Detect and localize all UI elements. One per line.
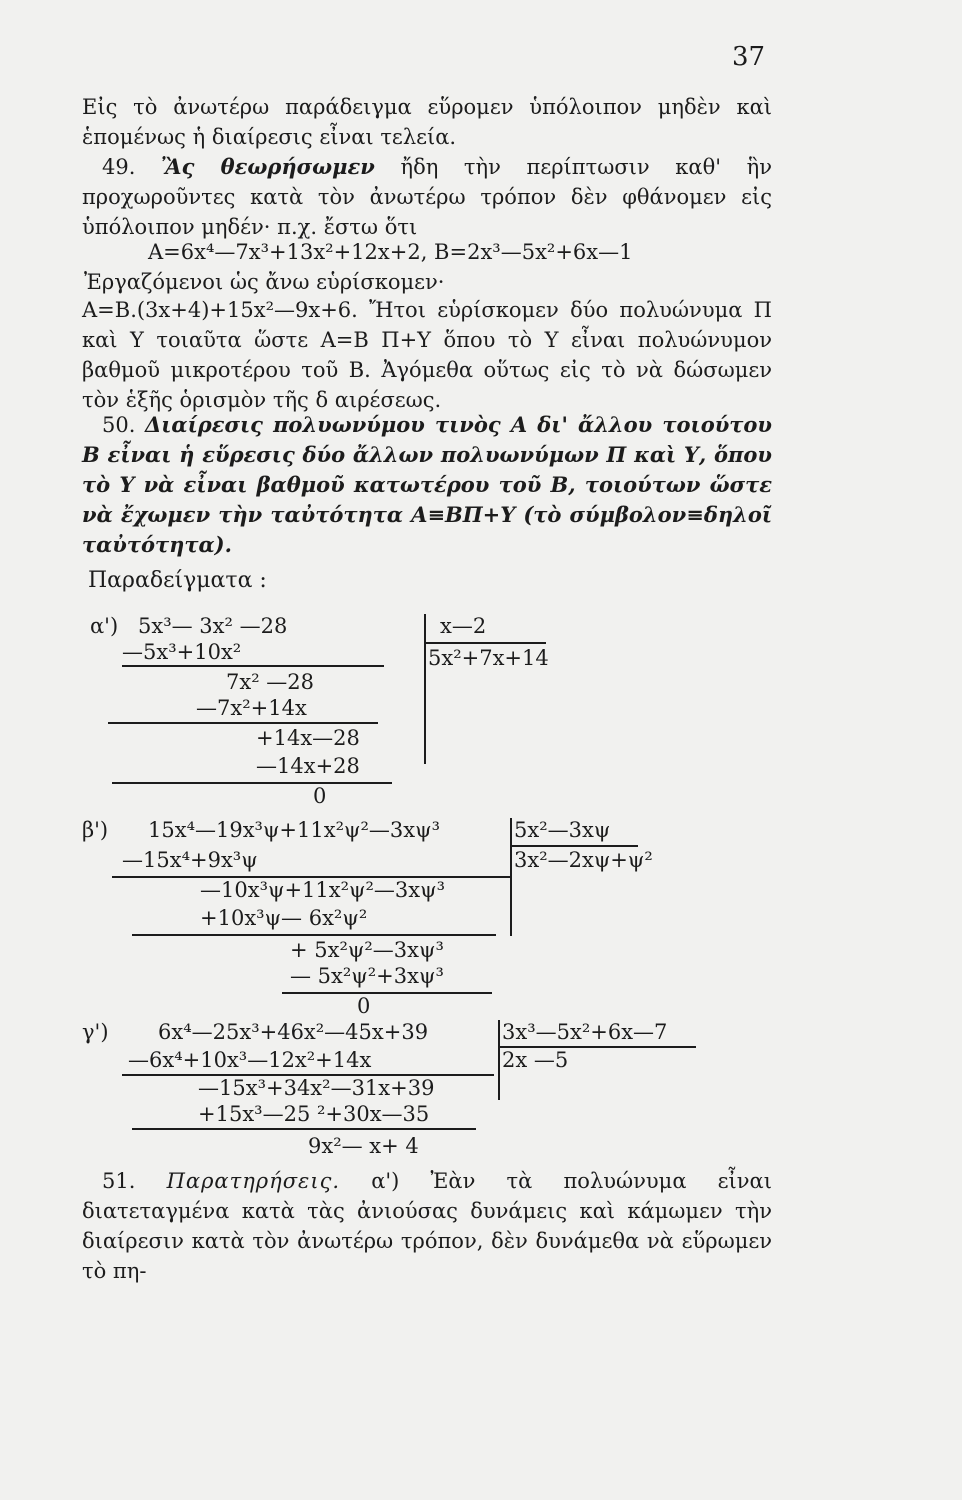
example-a-divider-vertical [424,614,426,764]
section-51-text: α') Ἐὰν τὰ πολυώνυμα εἶναι διατεταγμένα κατὰ τὰς ἀνιούσας δυνάμεις καὶ κάμωμεν τὴν διαίρεσιν κατὰ τὸν ἀνωτέρω τρόπον, δὲν δυνάμεθα νὰ εὕρωμεν τὸ πη- [82,1169,772,1283]
section-51-paragraph [82,1166,772,1286]
section-50-definition [82,410,772,560]
example-b-line: — 5x²ψ²+3xψ³ [290,964,444,988]
section-49-text: ἤδη τὴν περίπτωσιν καθ' ἣν προχωροῦντες κατὰ τὸν ἀνωτέρω τρόπον δὲν φθάνομεν εἰς ὑπόλοιπον μηδέν· π.χ. ἔστω ὅτι [82,155,772,239]
example-a-rule [112,782,392,784]
section-49-paragraph [82,152,772,242]
page-number: 37 [732,42,766,72]
example-c-line: 9x²— x+ 4 [308,1134,419,1158]
example-b-rule [132,934,496,936]
example-a-line: 5x³— 3x² —28 [138,614,288,638]
example-c-divisor: 3x³—5x²+6x—7 [502,1020,668,1044]
example-c-rule [132,1128,476,1130]
example-c-quotient: 2x —5 [502,1048,569,1072]
examples-heading: Παραδείγματα : [88,568,267,593]
example-b-line: 15x⁴—19x³ψ+11x²ψ²—3xψ³ [148,818,440,842]
example-c-line: —15x³+34x²—31x+39 [198,1076,435,1100]
example-b-line: —15x⁴+9x³ψ [122,848,258,872]
example-b-divider-vertical [510,818,512,936]
example-a-line: —5x³+10x² [122,640,242,664]
example-a-rule [108,722,378,724]
example-a-line: 0 [313,784,327,808]
example-b-divisor: 5x²—3xψ [514,818,611,842]
section-50-number: 50. [102,413,136,437]
example-a-divisor-rule [426,642,546,644]
example-b-label: β') [82,818,109,842]
example-b-divisor-rule [512,845,638,847]
example-c-divider-vertical [498,1020,500,1100]
example-c-line: 6x⁴—25x³+46x²—45x+39 [158,1020,429,1044]
example-a-divisor: x—2 [440,614,487,638]
example-c-line: —6x⁴+10x³—12x²+14x [128,1048,372,1072]
example-b-rule [282,992,492,994]
section-50-text: Διαίρεσις πολυωνύμου τινὸς A δι' ἄλλου τοιούτου B εἶναι ἡ εὕρεσις δύο ἄλλων πολυωνύμων Π καὶ Υ, ὅπου τὸ Υ νὰ εἶναι βαθμοῦ κατωτέρου τοῦ B, τοιούτων ὥστε νὰ ἔχωμεν τὴν ταὐτότητα A≡BΠ+Υ (τὸ σύμβολον≡δηλοῖ ταὐτότητα). [82,412,772,557]
example-a-line: 7x² —28 [226,670,315,694]
example-a-line: —7x²+14x [196,696,307,720]
intro-paragraph: Εἰς τὸ ἀνωτέρω παράδειγμα εὕρομεν ὑπόλοιπον μηδὲν καὶ ἑπομένως ἡ διαίρεσις εἶναι τελεία. [82,95,772,149]
example-a-label: α') [90,614,119,638]
example-a-line: +14x—28 [256,726,360,750]
example-b-line: —10x³ψ+11x²ψ²—3xψ³ [200,878,446,902]
section-49-formula: A=6x⁴—7x³+13x²+12x+2, B=2x³—5x²+6x—1 [148,240,633,264]
example-c-line: +15x³—25 ²+30x—35 [198,1102,430,1126]
example-b-line: 0 [357,994,371,1018]
example-a-quotient: 5x²+7x+14 [428,646,549,670]
section-49-lead: Ἂς θεωρήσωμεν [161,154,375,179]
section-51-lead: Παρατηρήσεις. [166,1169,341,1193]
section-49-conclusion: A=B.(3x+4)+15x²—9x+6. Ἤτοι εὑρίσκομεν δύο πολυώνυμα Π καὶ Υ τοιαῦτα ὥστε A=B Π+Υ ὅπου τὸ Υ εἶναι πολυώνυμον βαθμοῦ μικροτέρου τοῦ B. Ἀγόμεθα οὕτως εἰς τὸ νὰ δώσωμεν τὸν ἑξῆς ὁρισμὸν τῆς δ αιρέσεως. [82,298,772,412]
example-a-rule [122,665,384,667]
section-51-number: 51. [102,1169,136,1193]
example-b-quotient: 3x²—2xψ+ψ² [514,848,653,872]
example-b-line: + 5x²ψ²—3xψ³ [290,938,444,962]
section-49-working: Ἐργαζόμενοι ὡς ἄνω εὑρίσκομεν· [84,270,445,294]
section-49-number: 49. [102,155,136,179]
example-c-label: γ') [82,1020,109,1044]
example-b-line: +10x³ψ— 6x²ψ² [200,906,368,930]
example-a-line: —14x+28 [256,754,360,778]
